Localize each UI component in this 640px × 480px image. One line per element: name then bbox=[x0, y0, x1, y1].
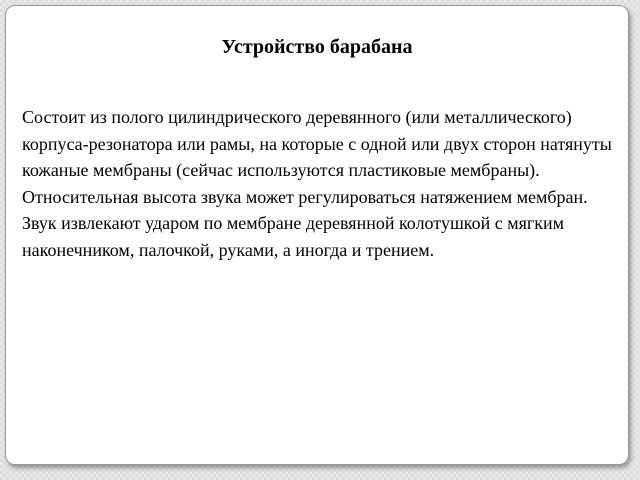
slide-card bbox=[5, 5, 629, 465]
slide-title: Устройство барабана bbox=[221, 36, 413, 58]
slide-body-text: Состоит из полого цилиндрического деревянного (или металлического) корпуса-резонатора или рамы, на которые с одной или двух сторон натянуты кожаные мембраны (сейчас используются пластиковые мембраны). Относительная высота звука может регулироваться натяжением мембран. Звук извлекают ударом по мембране деревянной колотушкой с мягким наконечником, палочкой, руками, а иногда и трением. bbox=[22, 107, 612, 260]
